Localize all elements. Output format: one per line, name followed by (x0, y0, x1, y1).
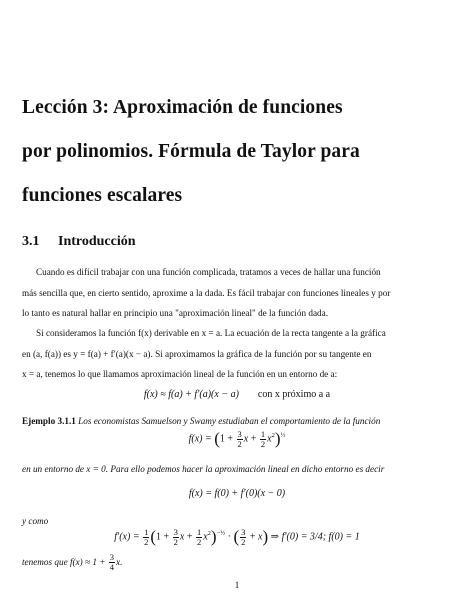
equation-linear-approximation (0, 389, 474, 400)
fraction: $\frac{3}{2}$ (173, 526, 178, 547)
conclusion-prefix: tenemos que f(x) ≈ 1 + (22, 557, 106, 567)
fraction: $\frac{3}{2}$ (237, 428, 242, 449)
text-line: lo tanto es natural hallar en principio una "aproximación lineal" de la función dada. (22, 308, 328, 318)
paragraph-tangent (22, 323, 452, 385)
example-intro: Los economistas Samuelson y Swamy estudiaban el comportamiento de la función (78, 416, 381, 426)
section-heading (22, 234, 136, 250)
text-line: en (a, f(a)) es y = f(a) + f′(a)(x − a). Si aproximamos la gráfica de la función por su tangente en (22, 348, 372, 359)
equation-text: f(x) ≈ f(a) + f′(a)(x − a) (143, 389, 239, 400)
chapter-title-line: funciones escalares (22, 185, 183, 206)
page-number: 1 (234, 580, 240, 590)
fraction: $\frac{3}{4}$ (109, 552, 114, 573)
chapter-title-line: por polinomios. Fórmula de Taylor para (22, 141, 360, 162)
text-line: Si consideramos la función f(x) derivable en x = a. La ecuación de la recta tangente a la gráfica (36, 328, 386, 338)
equation-note: con x próximo a a (257, 389, 331, 400)
equation-example-function: f(x) = (1 + $\frac{3}{2}$ x + $\frac{1}{2}$ $x^2)^{\frac{1}{2}}$ (188, 428, 286, 449)
text-line: Cuando es difícil trabajar con una función complicada, tratamos a veces de hallar una función (36, 267, 381, 277)
paragraph-intro (22, 262, 452, 324)
chapter-title-line: Lección 3: Aproximación de funciones (22, 97, 343, 118)
section-title: Introducción (58, 234, 136, 249)
chapter-title (22, 86, 452, 218)
fraction: $\frac{1}{2}$ (196, 526, 202, 547)
fraction: $\frac{3}{2}$ (241, 526, 246, 547)
section-number: 3.1 (22, 234, 40, 249)
fraction: $\frac{1}{2}$ (260, 428, 266, 449)
example-conclusion (22, 552, 452, 573)
conclusion-suffix: x. (116, 557, 123, 567)
example-label: Ejemplo 3.1.1 (22, 416, 76, 426)
equation-lhs: f(x) = (188, 433, 212, 445)
equation-derivative: f′(x) = $\frac{1}{2}$ (1 + $\frac{3}{2}$ x + $\frac{1}{2}$ $x^2)^{-\frac{1}{2}}$ · ( $\frac{3}{2}$ + x) ⇒ f′(0) = 3/4; f(0) = 1 (114, 526, 360, 547)
derivative-result: f′(0) = 3/4; f(0) = 1 (281, 531, 360, 543)
example-entorno-text: en un entorno de x = 0. Para ello podemos hacer la aproximación lineal en dicho entorno es decir (22, 464, 385, 474)
text-line: x = a, tenemos lo que llamamos aproximación lineal de la función en un entorno de a: (22, 369, 338, 379)
fraction: $\frac{1}{2}$ (144, 526, 149, 547)
equation-linear-at-zero: f(x) = f(0) + f′(0)(x − 0) (188, 488, 286, 499)
text-line: más sencilla que, en cierto sentido, aproxime a la dada. Es fácil trabajar con funciones lineales y por (22, 287, 391, 298)
example-y-como: y como (22, 516, 49, 526)
